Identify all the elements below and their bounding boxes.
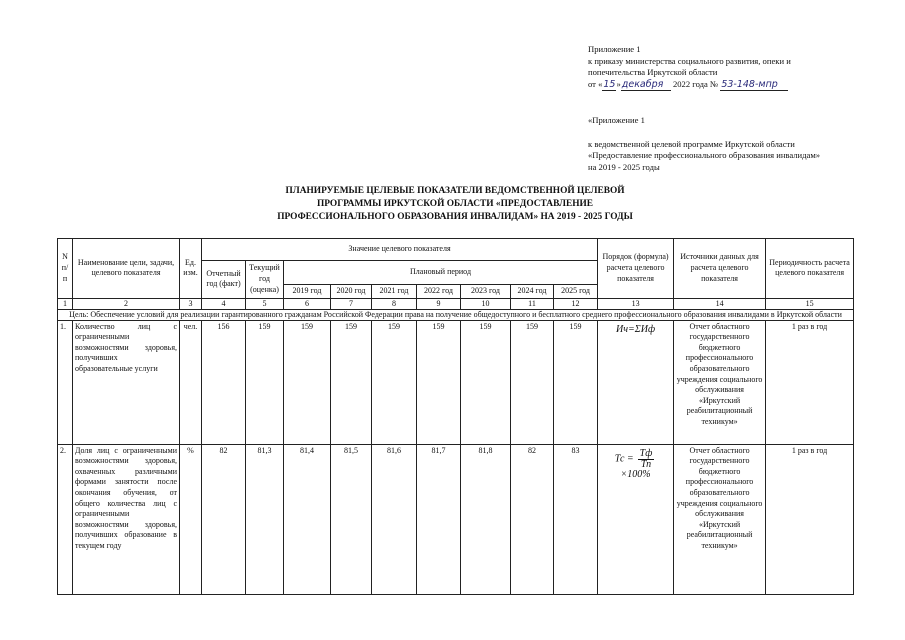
date-day-handwritten: 15: [603, 78, 616, 90]
header-unit: Ед. изм.: [180, 239, 202, 299]
formula-rhs: ×100%: [620, 468, 651, 480]
formula-lhs: Тс =: [614, 452, 634, 464]
column-number: 13: [598, 298, 674, 309]
row-value: 159: [246, 320, 284, 444]
order-annex-header: [588, 44, 888, 91]
row-indicator-name: Количество лиц с ограниченными возможностями здоровья, получивших образовательные услуги: [73, 320, 180, 444]
column-number: 14: [674, 298, 766, 309]
column-number: 6: [284, 298, 331, 309]
column-numbers-row: [58, 298, 854, 309]
row-value: 159: [461, 320, 511, 444]
row-value: 83: [554, 444, 598, 594]
row-value: 81,6: [372, 444, 417, 594]
row-indicator-name: Доля лиц с ограниченными возможностями здоровья, охваченных различными формами занятости после окончания обучения, от общего количества лиц с ограниченными возможностями здоровья, получивших образование в текущем году: [73, 444, 180, 594]
goal-row: [58, 309, 854, 320]
date-mid: »: [616, 78, 621, 89]
column-number: 8: [372, 298, 417, 309]
annex-order-ref-cont: попечительства Иркутской области: [588, 67, 718, 78]
indicators-table: [57, 238, 854, 595]
header-num: N п/п: [58, 239, 73, 299]
row-value: 156: [202, 320, 246, 444]
header-formula: Порядок (формула) расчета целевого показателя: [598, 239, 674, 299]
row-formula: [598, 444, 674, 594]
column-number: 4: [202, 298, 246, 309]
program-annex-ref: к ведомственной целевой программе Иркутской области: [588, 138, 795, 149]
program-annex-header: [588, 115, 888, 173]
row-value: 159: [284, 320, 331, 444]
goal-text: Цель: Обеспечение условий для реализации гарантированного гражданам Российской Федерации права на получение общедоступного и бесплатного среднего профессионального образования инвалидами в Иркутской области: [58, 309, 854, 320]
formula-numerator: Тф: [639, 447, 653, 459]
row-value: 159: [554, 320, 598, 444]
date-prefix: от «: [588, 78, 603, 89]
row-period: 1 раз в год: [766, 444, 854, 594]
row-source: Отчет областного государственного бюджетного профессионального образовательного учреждения социального обслуживания «Иркутский реабилитационный техникум»: [674, 444, 766, 594]
row-value: 82: [202, 444, 246, 594]
column-number: 2: [73, 298, 180, 309]
row-value: 159: [511, 320, 554, 444]
program-annex-name: «Предоставление профессионального образования инвалидам»: [588, 150, 821, 161]
column-number: 5: [246, 298, 284, 309]
document-title: [150, 185, 760, 224]
row-value: 81,3: [246, 444, 284, 594]
title-line-2: ПРОГРАММЫ ИРКУТСКОЙ ОБЛАСТИ «ПРЕДОСТАВЛЕНИЕ: [316, 199, 594, 209]
annex-order-ref: к приказу министерства социального развития, опеки и: [588, 55, 791, 66]
row-num: 1.: [58, 320, 73, 444]
annex-title: Приложение 1: [588, 44, 641, 54]
formula-fraction: [638, 449, 655, 470]
title-line-1: ПЛАНИРУЕМЫЕ ЦЕЛЕВЫЕ ПОКАЗАТЕЛИ ВЕДОМСТВЕННОЙ ЦЕЛЕВОЙ: [285, 186, 625, 196]
column-number: 9: [417, 298, 461, 309]
row-value: 81,5: [331, 444, 372, 594]
date-month-handwritten: декабря: [621, 80, 671, 91]
column-number: 12: [554, 298, 598, 309]
title-line-3: ПРОФЕССИОНАЛЬНОГО ОБРАЗОВАНИЯ ИНВАЛИДАМ» НА 2019 - 2025 ГОДЫ: [277, 212, 633, 222]
row-value: 81,8: [461, 444, 511, 594]
order-number-handwritten: 53-148-мпр: [720, 80, 788, 91]
row-value: 81,7: [417, 444, 461, 594]
table-row: [58, 444, 854, 594]
header-year: 2025 год: [554, 285, 598, 299]
annex-date-line: [588, 79, 888, 91]
header-year: 2020 год: [331, 285, 372, 299]
header-plan-period: Плановый период: [284, 261, 598, 285]
row-value: 159: [331, 320, 372, 444]
row-unit: %: [180, 444, 202, 594]
header-year: 2022 год: [417, 285, 461, 299]
row-value: 81,4: [284, 444, 331, 594]
row-num: 2.: [58, 444, 73, 594]
formula-denominator: Тп: [640, 458, 652, 470]
program-annex-years: на 2019 - 2025 годы: [588, 161, 660, 172]
header-name: Наименование цели, задачи, целевого показателя: [73, 239, 180, 299]
row-value: 82: [511, 444, 554, 594]
header-sources: Источники данных для расчета целевого показателя: [674, 239, 766, 299]
row-value: 159: [417, 320, 461, 444]
header-year: 2023 год: [461, 285, 511, 299]
row-formula: [598, 320, 674, 444]
header-report-year: Отчетный год (факт): [202, 261, 246, 299]
formula-count: Ич=ΣИф: [616, 323, 656, 335]
table-row: [58, 320, 854, 444]
column-number: 3: [180, 298, 202, 309]
date-year: 2022 года №: [672, 78, 719, 89]
column-number: 7: [331, 298, 372, 309]
column-number: 1: [58, 298, 73, 309]
row-period: 1 раз в год: [766, 320, 854, 444]
column-number: 15: [766, 298, 854, 309]
header-year: 2024 год: [511, 285, 554, 299]
header-current-year: Текущий год (оценка): [246, 261, 284, 299]
program-annex-title: «Приложение 1: [588, 115, 645, 125]
row-source: Отчет областного государственного бюджетного профессионального образовательного учреждения социального обслуживания «Иркутский реабилитационный техникум»: [674, 320, 766, 444]
row-value: 159: [372, 320, 417, 444]
column-number: 10: [461, 298, 511, 309]
header-period: Периодичность расчета целевого показателя: [766, 239, 854, 299]
header-year: 2021 год: [372, 285, 417, 299]
header-value-group: Значение целевого показателя: [202, 239, 598, 261]
header-year: 2019 год: [284, 285, 331, 299]
row-unit: чел.: [180, 320, 202, 444]
column-number: 11: [511, 298, 554, 309]
